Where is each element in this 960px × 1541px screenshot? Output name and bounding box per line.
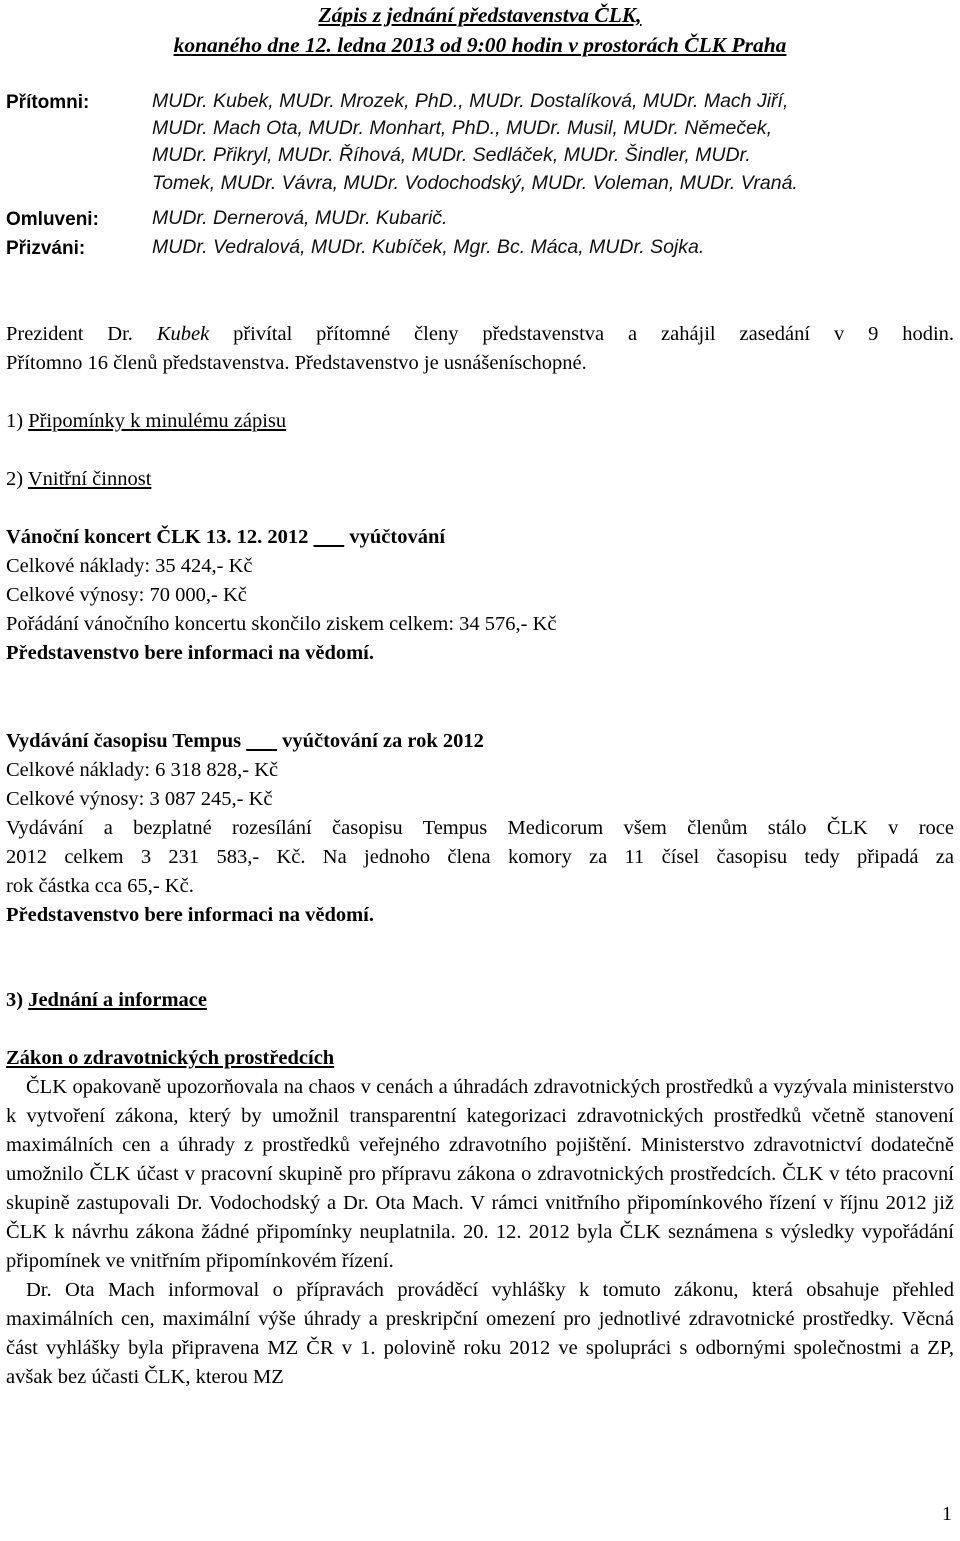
- law-paragraph-2: Dr. Ota Mach informoval o přípravách prováděcí vyhlášky k tomuto zákonu, která obsahuje přehled maximálních cen, maximální výše úhrady a preskripční omezení pro jednotlivé zdravotnické prostředky. Věcná část vyhlášky byla připravena MZ ČR v 1. polovině roku 2012 ve spolupráci s odbornými společnostmi a ZP, avšak bez účasti ČLK, kterou MZ: [6, 1279, 954, 1388]
- invited-label: Přizváni:: [6, 238, 86, 259]
- tempus-block: [6, 727, 954, 930]
- law-paragraph-1: ČLK opakovaně upozorňovala na chaos v cenách a úhradách zdravotnických prostředků a vyzývala ministerstvo k vytvoření zákona, který by umožnil transparentní kategorizaci zdravotnických prostředků včetně stanovení maximálních cen a úhrady z prostředků veřejného zdravotního pojištění. Ministerstvo zdravotnictví dodatečně umožnilo ČLK účast v pracovní skupině pro přípravu zákona o zdravotnických prostředcích. ČLK v této pracovní skupině zastupovali Dr. Vodochodský a Dr. Ota Mach. V rámci vnitřního připomínkového řízení v říjnu 2012 již ČLK k návrhu zákona žádné připomínky neuplatnila. 20. 12. 2012 byla ČLK seznámena s výsledky vypořádání připomínek ve vnitřním připomínkovém řízení.: [6, 1076, 954, 1272]
- present-line: Tomek, MUDr. Vávra, MUDr. Vodochodský, MUDr. Voleman, MUDr. Vraná.: [152, 171, 798, 194]
- law-heading: Zákon o zdravotnických prostředcích: [6, 1047, 335, 1069]
- intro-line-1: Prezident Dr. Kubek přivítal přítomné členy představenstva a zahájil zasedání v 9 hodin.: [6, 323, 955, 345]
- section-3-title: Jednání a informace: [28, 989, 207, 1011]
- present-line: MUDr. Mach Ota, MUDr. Monhart, PhD., MUDr. Musil, MUDr. Němeček,: [152, 117, 773, 140]
- section-3-heading: 3) Jednání a informace: [6, 989, 207, 1011]
- present-line: MUDr. Kubek, MUDr. Mrozek, PhD., MUDr. Dostalíková, MUDr. Mach Jiří,: [152, 90, 789, 112]
- section-1-heading: 1) Připomínky k minulému zápisu: [6, 410, 287, 432]
- present-label: Přítomni:: [6, 92, 90, 113]
- tempus-costs: Celkové náklady: 6 318 828,- Kč: [6, 759, 279, 781]
- concert-note: Představenstvo bere informaci na vědomí.: [6, 642, 374, 664]
- tempus-note: Představenstvo bere informaci na vědomí.: [6, 904, 374, 926]
- excused-label: Omluveni:: [6, 209, 99, 230]
- intro-paragraph: [6, 320, 954, 378]
- tempus-revenue: Celkové výnosy: 3 087 245,- Kč: [6, 788, 273, 810]
- present-line: MUDr. Přikryl, MUDr. Říhová, MUDr. Sedláček, MUDr. Šindler, MUDr.: [152, 144, 751, 167]
- concert-result: Pořádání vánočního koncertu skončilo ziskem celkem: 34 576,- Kč: [6, 613, 557, 635]
- present-list: [152, 88, 952, 197]
- tempus-line-1: Vydávání a bezplatné rozesílání časopisu Tempus Medicorum všem členům stálo ČLK v roce: [6, 817, 954, 839]
- intro-line-2: Přítomno 16 členů představenstva. Představenstvo je usnášeníschopné.: [6, 352, 587, 374]
- law-block: [6, 1044, 954, 1392]
- tempus-line-2: 2012 celkem 3 231 583,- Kč. Na jednoho člena komory za 11 čísel časopisu tedy připadá za: [6, 846, 954, 868]
- tempus-line-3: rok částka cca 65,- Kč.: [6, 875, 194, 897]
- invited-list: MUDr. Vedralová, MUDr. Kubíček, Mgr. Bc. Máca, MUDr. Sojka.: [152, 236, 705, 258]
- section-2-heading: 2) Vnitřní činnost: [6, 468, 152, 490]
- page-number: 1: [942, 1503, 952, 1525]
- excused-list: MUDr. Dernerová, MUDr. Kubarič.: [152, 207, 448, 229]
- section-2-title: Vnitřní činnost: [27, 468, 152, 490]
- document-title-line-1: Zápis z jednání představenstva ČLK,: [318, 3, 642, 27]
- tempus-heading: Vydávání časopisu Tempus vyúčtování za rok 2012: [6, 730, 484, 752]
- concert-revenue: Celkové výnosy: 70 000,- Kč: [6, 584, 247, 606]
- section-1-title: Připomínky k minulému zápisu: [28, 410, 287, 432]
- president-name: Kubek: [156, 323, 210, 345]
- concert-block: [6, 523, 954, 668]
- concert-costs: Celkové náklady: 35 424,- Kč: [6, 555, 253, 577]
- document-title-line-2: konaného dne 12. ledna 2013 od 9:00 hodin v prostorách ČLK Praha: [173, 33, 787, 57]
- concert-heading: Vánoční koncert ČLK 13. 12. 2012 vyúčtování: [6, 526, 446, 548]
